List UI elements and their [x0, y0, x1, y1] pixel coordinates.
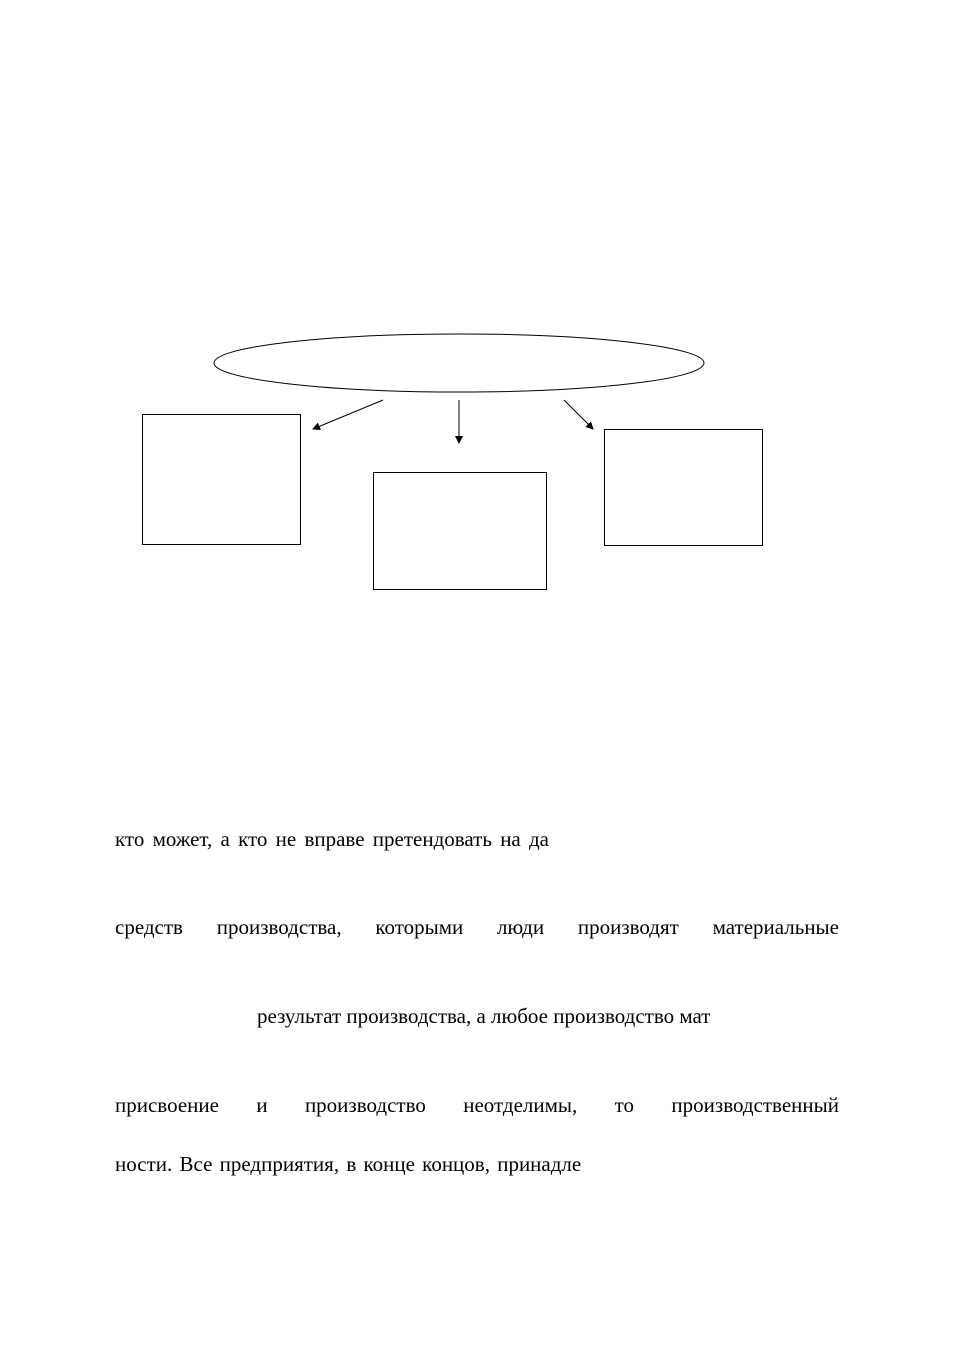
text-line-4: присвоение и производство неотделимы, то производственный	[115, 1093, 839, 1117]
left-box	[143, 415, 301, 545]
arrow-right	[564, 400, 593, 429]
text-line-3: результат производства, а любое производство мат	[257, 1004, 711, 1028]
arrow-left	[313, 400, 383, 429]
center-box	[374, 473, 547, 590]
right-box	[605, 430, 763, 546]
top-ellipse	[214, 334, 704, 392]
diagram	[0, 0, 954, 640]
text-line-5: ности. Все предприятия, в конце концов, принадле	[115, 1152, 582, 1176]
text-line-2: средств производства, которыми люди производят материальные	[115, 915, 839, 939]
text-line-1: кто может, а кто не вправе претендовать на да	[115, 827, 550, 851]
